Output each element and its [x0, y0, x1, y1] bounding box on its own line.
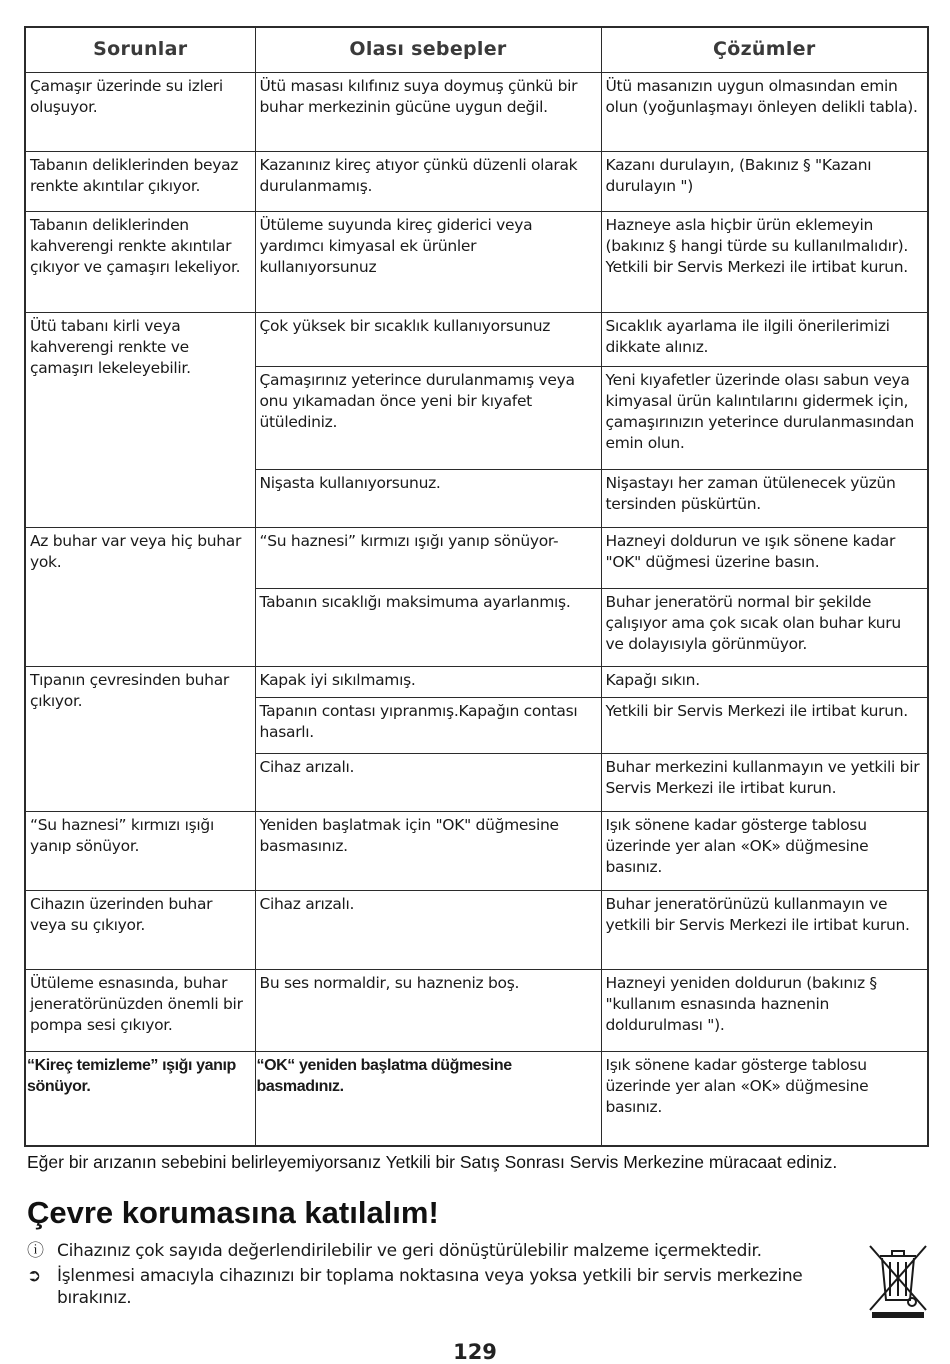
table-row	[25, 969, 928, 1051]
problem-cell: Ütü tabanı kirli veya kahverengi renkte ve çamaşırı lekeleyebilir.	[25, 313, 255, 528]
problem-cell: Az buhar var veya hiç buhar yok.	[25, 527, 255, 666]
cause-cell: Cihaz arızalı.	[255, 890, 601, 969]
arrow-icon: ➲	[27, 1266, 41, 1286]
solution-cell: Işık sönene kadar gösterge tablosu üzerinde yer alan «OK» düğmesine basınız.	[601, 811, 928, 890]
solution-cell: Hazneye asla hiçbir ürün eklemeyin (bakınız § hangi türde su kullanılmalıdır). Yetkili bir Servis Merkezi ile irtibat kurun.	[601, 211, 928, 312]
table-header-row	[25, 27, 928, 72]
header-solutions: Çözümler	[601, 27, 928, 72]
cause-cell: Kazanınız kireç atıyor çünkü düzenli olarak durulanmamış.	[255, 151, 601, 211]
solution-cell: Kapağı sıkın.	[601, 667, 928, 698]
cause-cell: Kapak iyi sıkılmamış.	[255, 667, 601, 698]
problem-cell: Cihazın üzerinden buhar veya su çıkıyor.	[25, 890, 255, 969]
cause-cell: Çamaşırınız yeterince durulanmamış veya onu yıkamadan önce yeni bir kıyafet ütülediniz.	[255, 367, 601, 469]
table-row	[25, 313, 928, 367]
table-row	[25, 811, 928, 890]
cause-cell: Ütüleme suyunda kireç giderici veya yardımcı kimyasal ek ürünler kullanıyorsunuz	[255, 211, 601, 312]
problem-cell: Tıpanın çevresinden buhar çıkıyor.	[25, 667, 255, 811]
list-item	[27, 1240, 867, 1262]
solution-cell: Hazneyi doldurun ve ışık sönene kadar "OK" düğmesi üzerine basın.	[601, 527, 928, 588]
solution-cell: Buhar jeneratörü normal bir şekilde çalışıyor ama çok sıcak olan buhar kuru ve dolayısıyla görünmüyor.	[601, 588, 928, 666]
solution-cell: Buhar merkezini kullanmayın ve yetkili bir Servis Merkezi ile irtibat kurun.	[601, 754, 928, 811]
solution-cell: Hazneyi yeniden doldurun (bakınız § "kullanım esnasında haznenin doldurulması ").	[601, 969, 928, 1051]
cause-cell: Ütü masası kılıfınız suya doymuş çünkü bir buhar merkezinin gücüne uygun değil.	[255, 72, 601, 151]
table-row	[25, 527, 928, 588]
cause-cell: Cihaz arızalı.	[255, 754, 601, 811]
solution-cell: Yeni kıyafetler üzerinde olası sabun veya kimyasal ürün kalıntılarını gidermek için, çamaşırınızın yeterince durulanmasından emin olun.	[601, 367, 928, 469]
list-item	[27, 1265, 867, 1309]
problem-cell: Tabanın deliklerinden kahverengi renkte akıntılar çıkıyor ve çamaşırı lekeliyor.	[25, 211, 255, 312]
solution-cell: Işık sönene kadar gösterge tablosu üzerinde yer alan «OK» düğmesine basınız.	[601, 1052, 928, 1146]
table-row	[25, 1052, 928, 1146]
cause-cell: Nişasta kullanıyorsunuz.	[255, 469, 601, 527]
table-row	[25, 151, 928, 211]
table-row	[25, 890, 928, 969]
solution-cell: Nişastayı her zaman ütülenecek yüzün tersinden püskürtün.	[601, 469, 928, 527]
header-causes: Olası sebepler	[255, 27, 601, 72]
problem-cell: Çamaşır üzerinde su izleri oluşuyor.	[25, 72, 255, 151]
cause-cell: Çok yüksek bir sıcaklık kullanıyorsunuz	[255, 313, 601, 367]
environment-title: Çevre korumasına katılalım!	[27, 1195, 439, 1230]
service-center-note: Eğer bir arızanın sebebini belirleyemiyorsanız Yetkili bir Satış Sonrası Servis Merkezine müracaat ediniz.	[27, 1152, 838, 1172]
problem-cell: Tabanın deliklerinden beyaz renkte akıntılar çıkıyor.	[25, 151, 255, 211]
list-item-text: Cihazınız çok sayıda değerlendirilebilir ve geri dönüştürülebilir malzeme içermektedir.	[57, 1241, 762, 1261]
environment-list	[27, 1240, 867, 1312]
cause-cell: Bu ses normaldir, su hazneniz boş.	[255, 969, 601, 1051]
problem-cell: “Su haznesi” kırmızı ışığı yanıp sönüyor.	[25, 811, 255, 890]
cause-cell: “OK“ yeniden başlatma düğmesine basmadınız.	[255, 1052, 601, 1146]
solution-cell: Kazanı durulayın, (Bakınız § "Kazanı durulayın ")	[601, 151, 928, 211]
cause-cell: Tabanın sıcaklığı maksimuma ayarlanmış.	[255, 588, 601, 666]
table-row	[25, 667, 928, 698]
header-problems: Sorunlar	[25, 27, 255, 72]
solution-cell: Buhar jeneratörünüzü kullanmayın ve yetkili bir Servis Merkezi ile irtibat kurun.	[601, 890, 928, 969]
solution-cell: Yetkili bir Servis Merkezi ile irtibat kurun.	[601, 698, 928, 754]
page-number: 129	[453, 1340, 497, 1364]
troubleshooting-table	[24, 26, 929, 1147]
crossed-out-wheelie-bin-icon	[866, 1240, 930, 1324]
info-icon: ⓘ	[27, 1241, 44, 1261]
solution-cell: Sıcaklık ayarlama ile ilgili önerilerimizi dikkate alınız.	[601, 313, 928, 367]
table-row	[25, 211, 928, 312]
cause-cell: “Su haznesi” kırmızı ışığı yanıp sönüyor-	[255, 527, 601, 588]
table-row	[25, 72, 928, 151]
solution-cell: Ütü masanızın uygun olmasından emin olun (yoğunlaşmayı önleyen delikli tabla).	[601, 72, 928, 151]
cause-cell: Tapanın contası yıpranmış.Kapağın contası hasarlı.	[255, 698, 601, 754]
problem-cell: “Kireç temizleme” ışığı yanıp sönüyor.	[25, 1052, 255, 1146]
problem-cell: Ütüleme esnasında, buhar jeneratörünüzden önemli bir pompa sesi çıkıyor.	[25, 969, 255, 1051]
list-item-text: İşlenmesi amacıyla cihazınızı bir toplama noktasına veya yoksa yetkili bir servis merkezine bırakınız.	[57, 1266, 803, 1308]
cause-cell: Yeniden başlatmak için "OK" düğmesine basmasınız.	[255, 811, 601, 890]
